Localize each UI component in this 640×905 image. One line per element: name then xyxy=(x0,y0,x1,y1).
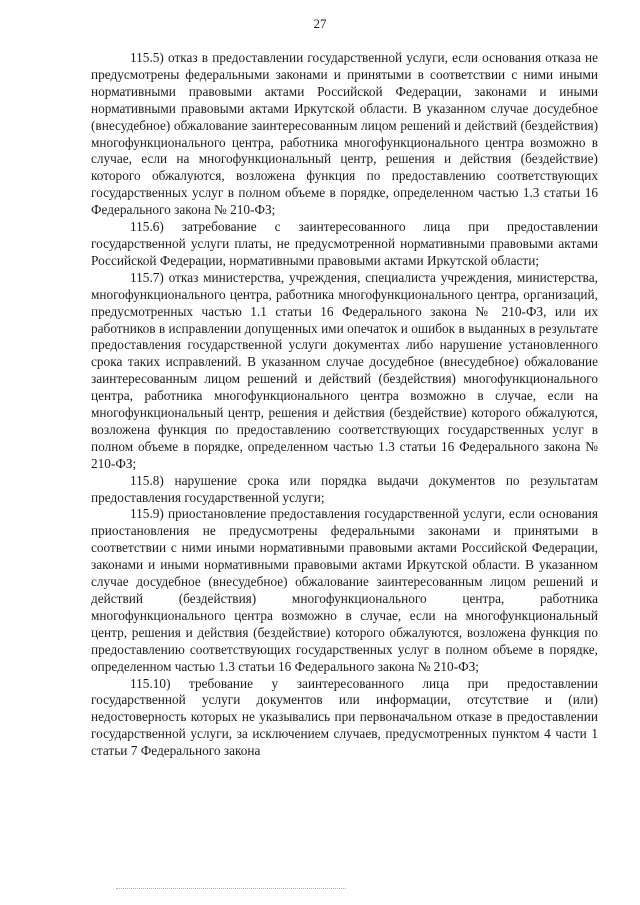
scan-bottom-edge xyxy=(116,888,346,889)
paragraph-115-5: 115.5) отказ в предоставлении государственной услуги, если основания отказа не предусмотрены федеральными законами и принятыми в соответствии с ними иными нормативными правовыми актами Российской Федерации, законами и иными нормативными правовыми актами Иркутской области. В указанном случае досудебное (внесудебное) обжалование заинтересованным лицом решений и действий (бездействия) многофункционального центра, работника многофункционального центра возможно в случае, если на многофункциональный центр, решения и действия (бездействие) которого обжалуются, возложена функция по предоставлению соответствующих государственных услуг в полном объеме в порядке, определенном частью 1.3 статьи 16 Федерального закона № 210-ФЗ; xyxy=(91,50,598,218)
paragraph-115-9: 115.9) приостановление предоставления государственной услуги, если основания приостановления не предусмотрены федеральными законами и принятыми в соответствии с ними иными нормативными правовыми актами Российской Федерации, законами и иными нормативными правовыми актами Иркутской области. В указанном случае досудебное (внесудебное) обжалование заинтересованным лицом решений и действий (бездействия) многофункционального центра, работника многофункционального центра возможно в случае, если на многофункциональный центр, решения и действия (бездействие) которого обжалуются, возложена функция по предоставлению соответствующих государственных услуг в полном объеме в порядке, определенном частью 1.3 статьи 16 Федерального закона № 210-ФЗ; xyxy=(91,506,598,674)
paragraph-115-6: 115.6) затребование с заинтересованного лица при предоставлении государственной услуги платы, не предусмотренной нормативными правовыми актами Российской Федерации, нормативными правовыми актами Иркутской области; xyxy=(91,219,598,268)
paragraph-115-10: 115.10) требование у заинтересованного лица при предоставлении государственной услуги документов или информации, отсутствие и (или) недостоверность которых не указывались при первоначальном отказе в предоставлении государственной услуги, за исключением случаев, предусмотренных пунктом 4 части 1 статьи 7 Федерального закона xyxy=(91,675,598,759)
paragraph-115-7: 115.7) отказ министерства, учреждения, специалиста учреждения, министерства, многофункционального центра, работника многофункционального центра, организаций, предусмотренных частью 1.1 статьи 16 Федерального закона № 210-ФЗ, или их работников в исправлении допущенных ими опечаток и ошибок в выданных в результате предоставления государственной услуги документах либо нарушение установленного срока таких исправлений. В указанном случае досудебное (внесудебное) обжалование заинтересованным лицом решений и действий (бездействия) многофункционального центра, работника многофункционального центра возможно в случае, если на многофункциональный центр, решения и действия (бездействие) которого обжалуются, возложена функция по предоставлению соответствующих государственных услуг в полном объеме в порядке, определенном частью 1.3 статьи 16 Федерального закона № 210-ФЗ; xyxy=(91,269,598,471)
paragraph-115-8: 115.8) нарушение срока или порядка выдачи документов по результатам предоставления государственной услуги; xyxy=(91,472,598,505)
page-number: 27 xyxy=(313,16,327,31)
document-body xyxy=(91,50,598,760)
